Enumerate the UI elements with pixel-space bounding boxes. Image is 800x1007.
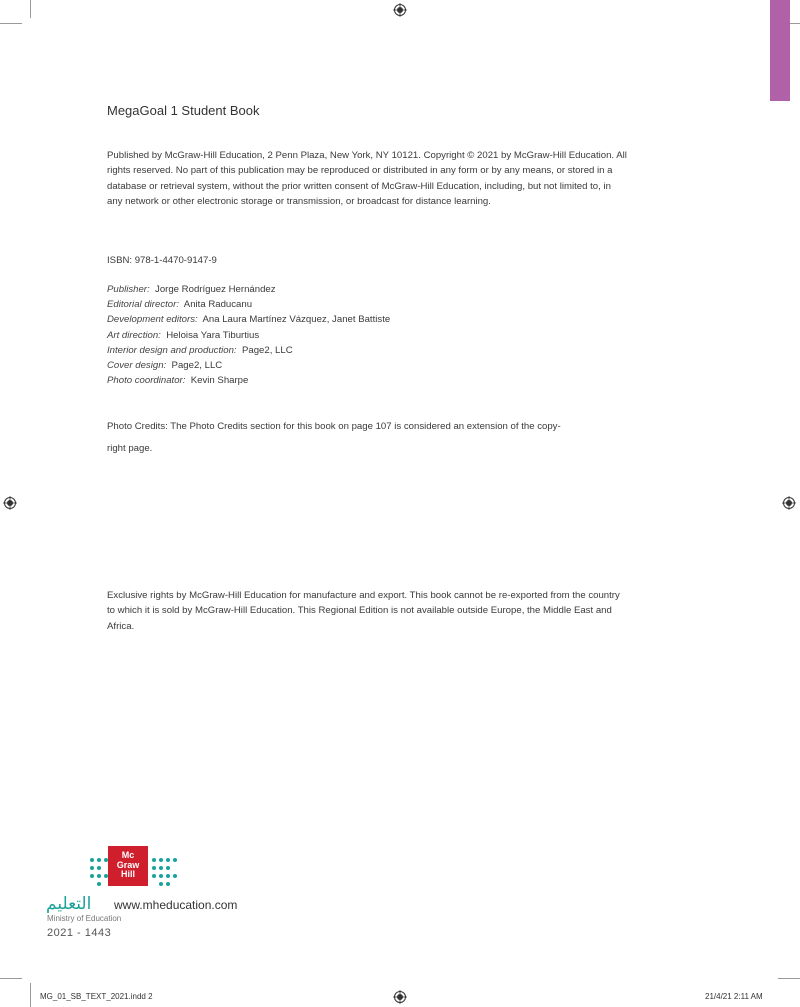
- crop-mark: [30, 0, 31, 18]
- credit-line: [107, 297, 627, 312]
- logo-text: Graw: [116, 859, 140, 870]
- isbn: ISBN: 978-1-4470-9147-9: [107, 255, 217, 266]
- credits-list: [107, 282, 627, 388]
- crop-mark: [0, 23, 22, 24]
- slug-date-info: 21/4/21 2:11 AM: [705, 992, 763, 1001]
- credit-role: Interior design and production:: [107, 344, 237, 356]
- credit-name: Jorge Rodríguez Hernández: [155, 284, 276, 295]
- registration-mark-icon: [782, 496, 796, 510]
- credit-role: Art direction:: [107, 329, 161, 341]
- credit-name: Ana Laura Martínez Vázquez, Janet Battiste: [202, 314, 391, 326]
- credit-name: Heloisa Yara Tiburtius: [166, 329, 260, 341]
- ministry-english-name: Ministry of Education: [47, 914, 122, 923]
- mcgraw-hill-logo: [108, 846, 148, 886]
- exclusive-rights-paragraph: Exclusive rights by McGraw-Hill Education for manufacture and export. This book cannot be re-exported from the country to which it is sold by McGraw-Hill Education. This Regional Edition is not available outside Europe, the Middle East and Africa.: [107, 590, 620, 632]
- credit-name: Kevin Sharpe: [190, 375, 249, 387]
- credit-name: Page2, LLC: [171, 360, 223, 372]
- crop-mark: [30, 983, 31, 1007]
- credit-line: [107, 328, 627, 343]
- website-url: www.mheducation.com: [114, 898, 238, 912]
- credit-line: [107, 282, 627, 297]
- credit-role: Development editors:: [107, 314, 198, 326]
- credit-line: [107, 358, 627, 373]
- credit-line: [107, 343, 627, 358]
- photo-credits-line: right page.: [107, 443, 153, 454]
- logo-text: Mc: [121, 850, 135, 860]
- registration-mark-icon: [393, 990, 407, 1004]
- credit-name: Anita Raducanu: [183, 299, 253, 311]
- crop-mark: [0, 978, 22, 979]
- credit-role: Photo coordinator:: [107, 375, 186, 387]
- registration-mark-icon: [3, 496, 17, 510]
- credit-line: [107, 373, 627, 388]
- photo-credits: [107, 416, 627, 460]
- logo-text: Hill: [120, 869, 135, 879]
- crop-mark: [778, 978, 800, 979]
- copyright-paragraph: Published by McGraw-Hill Education, 2 Penn Plaza, New York, NY 10121. Copyright © 2021 by McGraw-Hill Education. All rights reserved. No part of this publication may be reproduced or distributed in any form or by any means, or stored in a database or retrieval system, without the prior written consent of McGraw-Hill Education, including, but not limited to, in any network or other electronic storage or transmission, or broadcast for distance learning.: [107, 150, 627, 208]
- section-tab: [770, 0, 790, 101]
- credit-role: Editorial director:: [107, 299, 179, 311]
- book-title: MegaGoal 1 Student Book: [107, 103, 260, 118]
- photo-credits-line: Photo Credits: The Photo Credits section for this book on page 107 is considered an extension of the copy-: [107, 421, 561, 432]
- slug-file-info: MG_01_SB_TEXT_2021.indd 2: [40, 992, 153, 1001]
- credit-name: Page2, LLC: [241, 344, 293, 356]
- ministry-year: 2021 - 1443: [47, 927, 112, 939]
- credit-role: Cover design:: [107, 360, 167, 372]
- credit-line: [107, 312, 627, 327]
- ministry-arabic-name: التعليم: [46, 894, 92, 914]
- credit-role: Publisher:: [107, 284, 150, 295]
- registration-mark-icon: [393, 3, 407, 17]
